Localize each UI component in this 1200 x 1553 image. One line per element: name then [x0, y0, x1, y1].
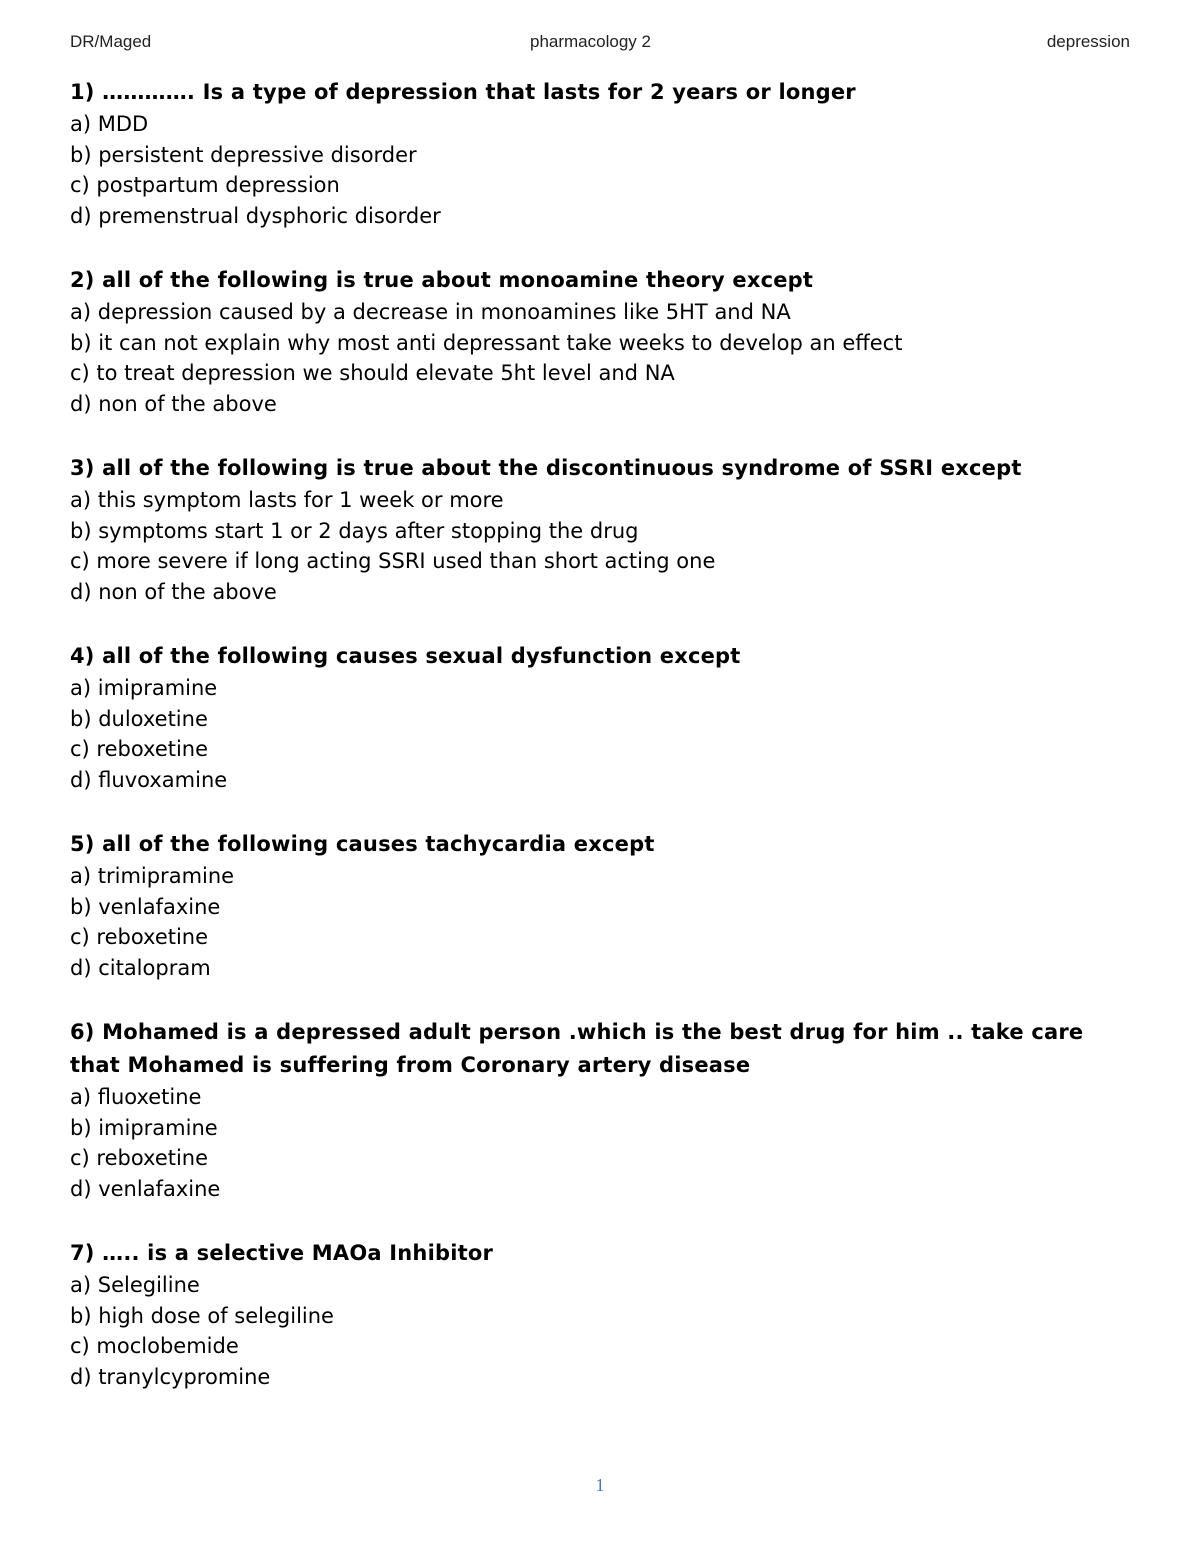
question-4 — [70, 640, 1130, 795]
option-d: d) tranylcypromine — [70, 1364, 271, 1389]
question-text: 7) ….. is a selective MAOa Inhibitor — [70, 1241, 494, 1265]
option-b: b) duloxetine — [70, 706, 208, 731]
question-text: 6) Mohamed is a depressed adult person .which is the best drug for him .. take care that Mohamed is suffering from Coronary artery disease — [70, 1020, 1084, 1077]
option-a: a) this symptom lasts for 1 week or more — [70, 488, 504, 512]
option-b: b) symptoms start 1 or 2 days after stopping the drug — [70, 518, 639, 543]
header-author: DR/Maged — [70, 32, 152, 51]
question-3 — [70, 452, 1130, 607]
option-b: b) high dose of selegiline — [70, 1303, 334, 1328]
option-b: b) it can not explain why most anti depressant take weeks to develop an effect — [70, 330, 903, 355]
option-d: d) venlafaxine — [70, 1176, 221, 1201]
option-a: a) Selegiline — [70, 1273, 200, 1297]
option-c: c) to treat depression we should elevate 5ht level and NA — [70, 361, 675, 385]
option-a: a) fluoxetine — [70, 1085, 202, 1109]
option-b: b) imipramine — [70, 1115, 218, 1140]
question-1 — [70, 76, 1130, 231]
option-a: a) MDD — [70, 112, 149, 136]
question-6 — [70, 1016, 1130, 1204]
option-b: b) venlafaxine — [70, 894, 221, 919]
question-text: 4) all of the following causes sexual dysfunction except — [70, 644, 741, 668]
option-a: a) trimipramine — [70, 864, 235, 888]
option-d: d) fluvoxamine — [70, 767, 228, 792]
option-b: b) persistent depressive disorder — [70, 142, 417, 167]
question-text: 1) …………. Is a type of depression that lasts for 2 years or longer — [70, 80, 856, 104]
question-5 — [70, 828, 1130, 983]
option-c: c) moclobemide — [70, 1334, 239, 1358]
question-7 — [70, 1237, 1130, 1392]
option-d: d) premenstrual dysphoric disorder — [70, 203, 441, 228]
option-c: c) reboxetine — [70, 737, 209, 761]
question-text: 3) all of the following is true about the discontinuous syndrome of SSRI except — [70, 456, 1022, 480]
option-c: c) reboxetine — [70, 925, 209, 949]
option-d: d) citalopram — [70, 955, 211, 980]
option-c: c) more severe if long acting SSRI used than short acting one — [70, 549, 716, 573]
option-c: c) postpartum depression — [70, 173, 340, 197]
page-header — [70, 32, 1130, 54]
option-a: a) depression caused by a decrease in monoamines like 5HT and NA — [70, 300, 791, 324]
question-2 — [70, 264, 1130, 419]
option-d: d) non of the above — [70, 579, 277, 604]
page-number: 1 — [595, 1475, 605, 1495]
option-c: c) reboxetine — [70, 1146, 209, 1170]
question-list — [70, 76, 1130, 1425]
header-topic: depression — [1046, 32, 1130, 51]
question-text: 2) all of the following is true about monoamine theory except — [70, 268, 814, 292]
header-course: pharmacology 2 — [530, 32, 651, 51]
question-text: 5) all of the following causes tachycardia except — [70, 832, 655, 856]
option-d: d) non of the above — [70, 391, 277, 416]
option-a: a) imipramine — [70, 676, 218, 700]
